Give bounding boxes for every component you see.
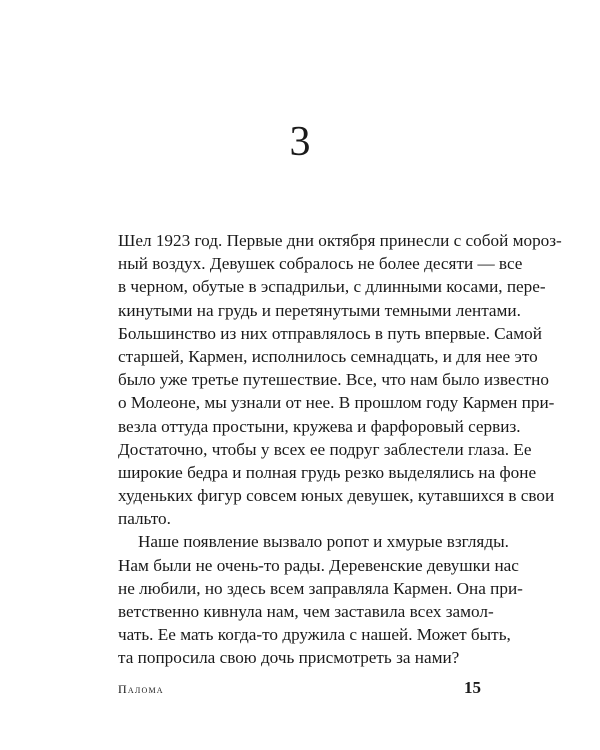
text-line: ветственно кивнула нам, чем заставила всех замол- (118, 602, 494, 621)
text-line: та попросила свою дочь присмотреть за нами? (118, 648, 460, 668)
text-line: ный воздух. Девушек собралось не более десяти — все (118, 254, 523, 274)
text-line: Наше появление вызвало ропот и хмурые взгляды. (138, 532, 509, 552)
text-line: старшей, Кармен, исполнилось семнадцать, и для нее это (118, 346, 538, 366)
running-footer-title: Паломa (118, 682, 164, 696)
page-number: 15 (464, 678, 481, 697)
text-line: широкие бедра и полная грудь резко выделялись на фоне (118, 462, 537, 482)
body-text (118, 229, 562, 670)
text-line: было уже третье путешествие. Все, что нам было известно (118, 370, 549, 390)
text-line: худеньких фигур совсем юных девушек, кутавшихся в свои (118, 486, 555, 506)
text-line: Нам были не очень-то рады. Деревенские девушки нас (118, 555, 519, 575)
text-line: о Молеоне, мы узнали от нее. В прошлом году Кармен при- (118, 393, 555, 413)
text-line: везла оттуда простыни, кружева и фарфоровый сервиз. (118, 416, 521, 436)
text-line: Достаточно, чтобы у всех ее подруг заблестели глаза. Ее (118, 439, 532, 459)
text-line: чать. Ее мать когда-то дружила с нашей. Может быть, (118, 625, 511, 645)
chapter-number: 3 (289, 119, 311, 165)
text-line: кинутыми на грудь и перетянутыми темными лентами. (118, 300, 521, 320)
text-line: Большинство из них отправлялось в путь впервые. Самой (118, 323, 542, 343)
text-line: Шел 1923 год. Первые дни октября принесли с собой мороз- (118, 231, 562, 250)
text-line: не любили, но здесь всем заправляла Кармен. Она при- (118, 578, 523, 598)
text-line: пальто. (118, 509, 171, 529)
text-line: в черном, обутые в эспадрильи, с длинными косами, пере- (118, 277, 546, 297)
